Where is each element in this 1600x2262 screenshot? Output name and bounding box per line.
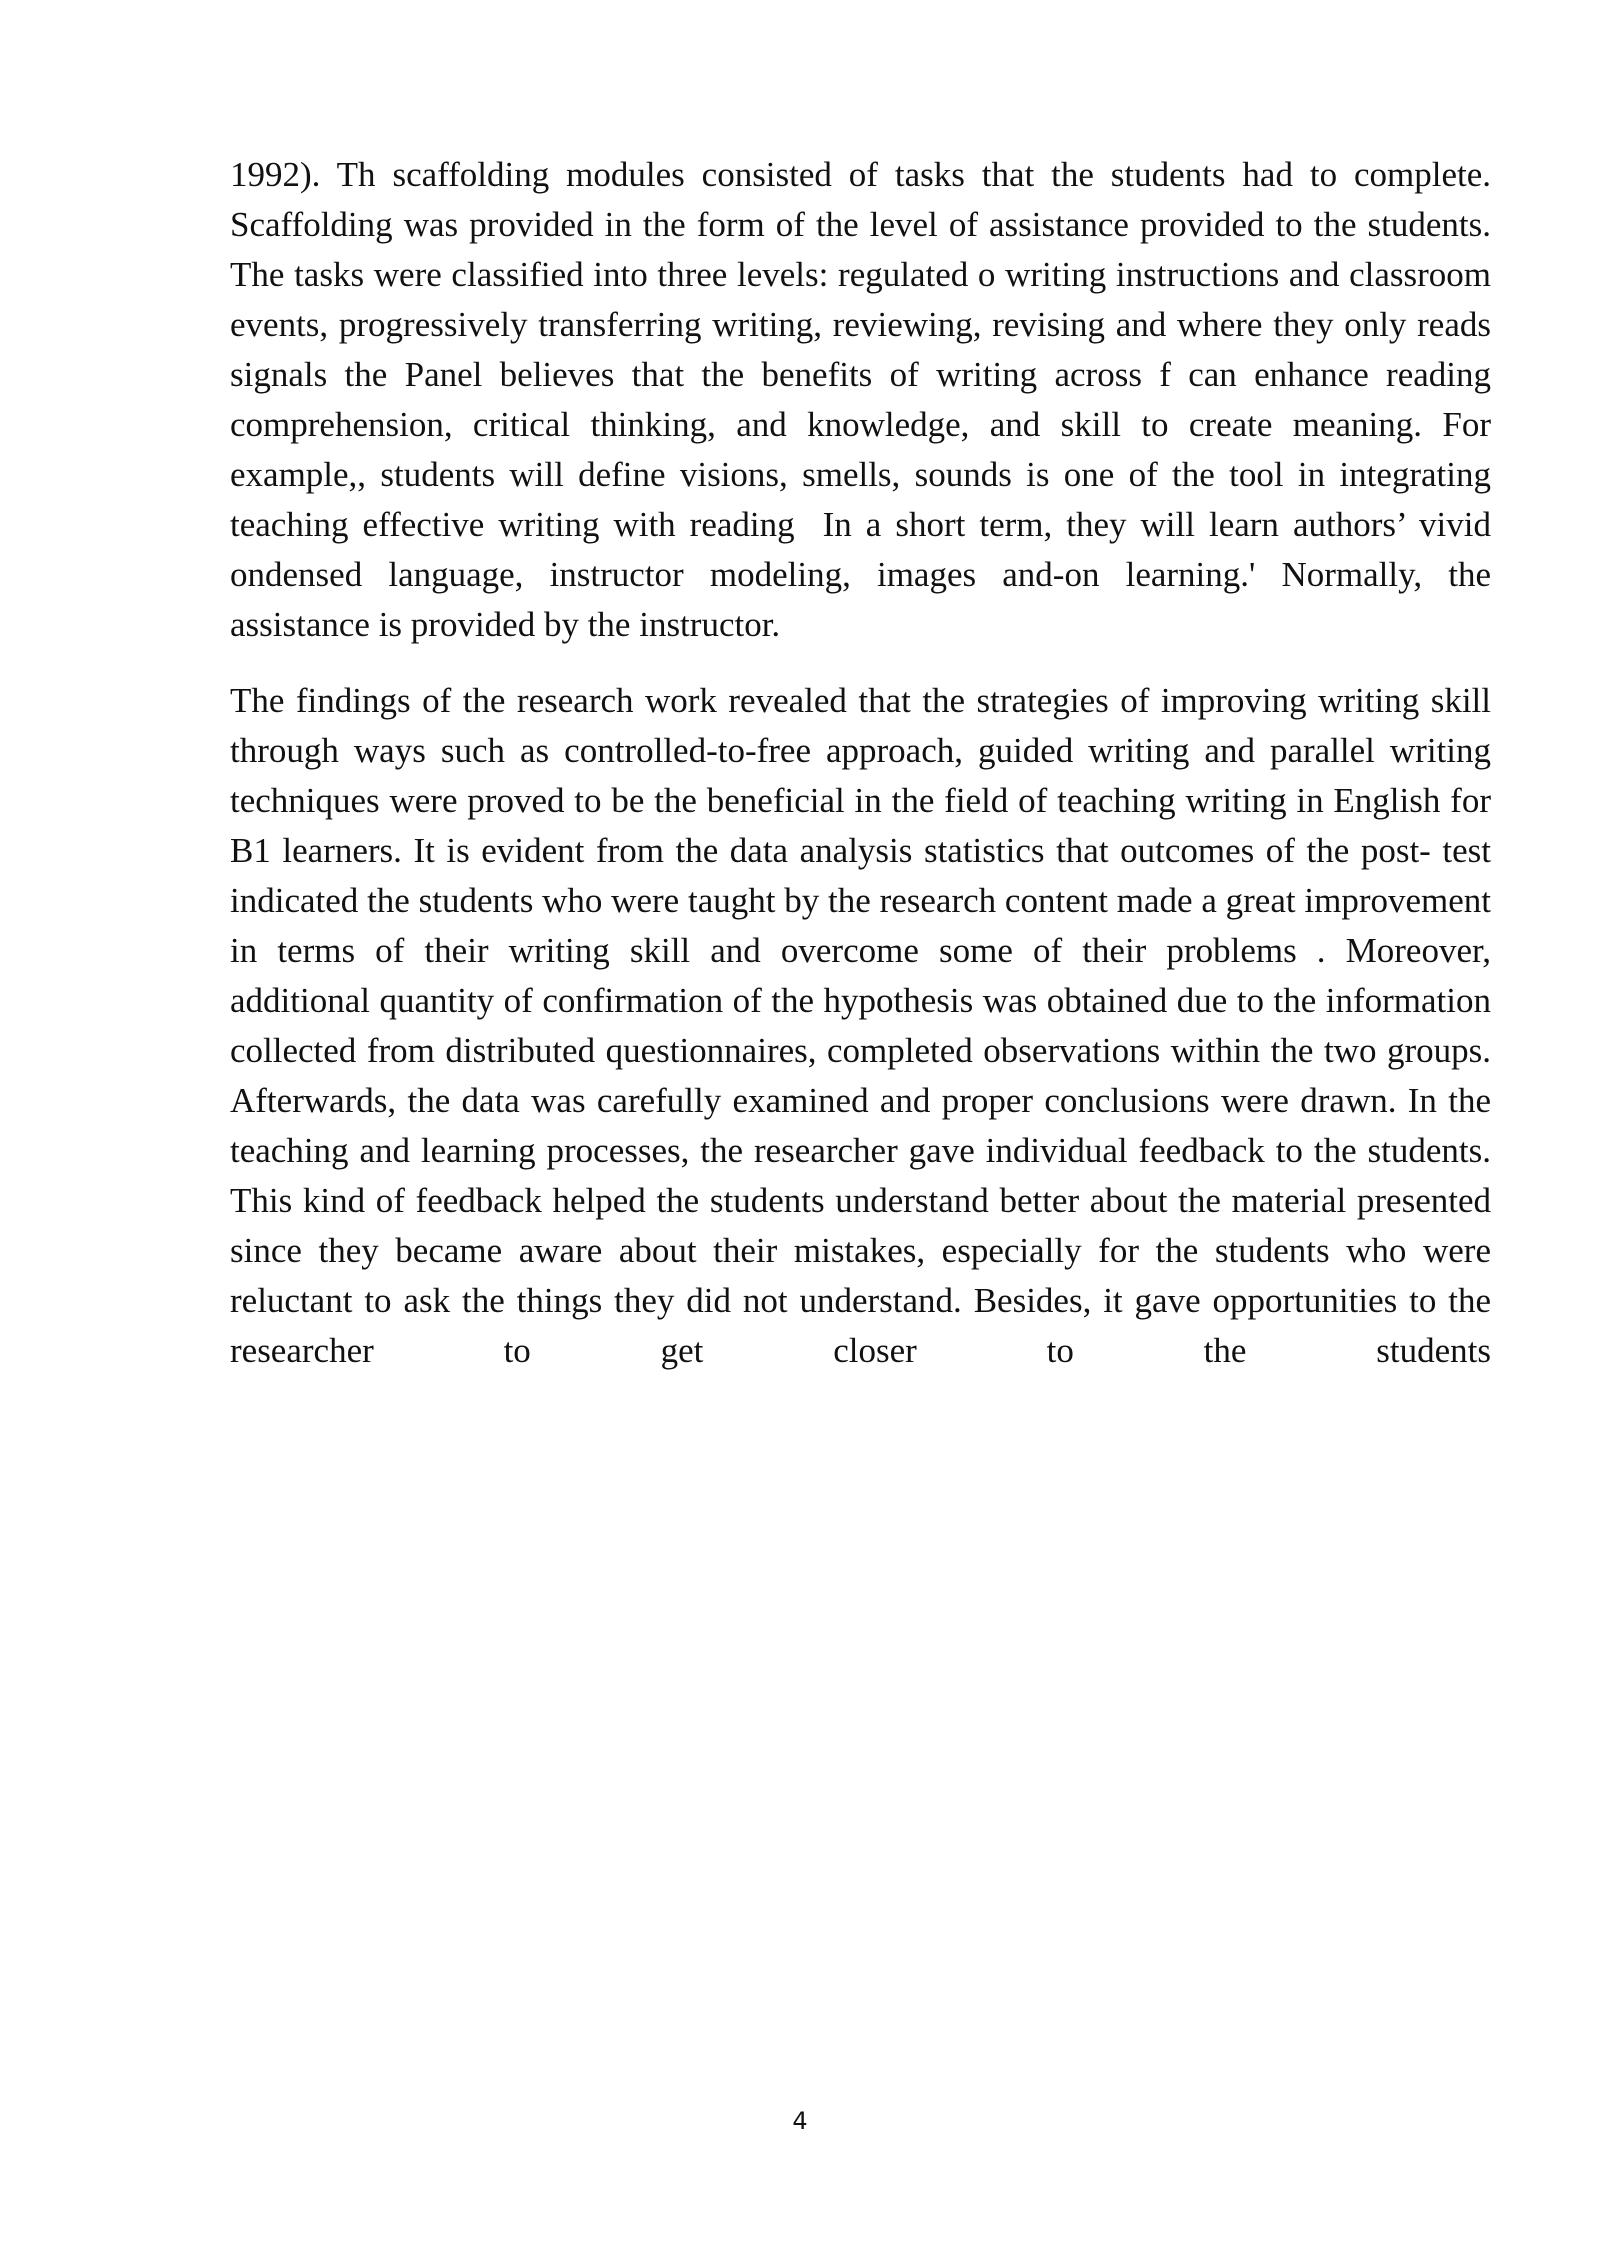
- page-number: 4: [792, 2107, 808, 2135]
- body-text: [230, 150, 1500, 1376]
- paragraph-findings: The findings of the research work revealed that the strategies of improving writing skill through ways such as controlled-to-free approach, guided writing and parallel writing techniques were proved to be the beneficial in the field of teaching writing in English for B1 learners. It is evident from the data analysis statistics that outcomes of the post- test indicated the students who were taught by the research content made a great improvement in terms of their writing skill and overcome some of their problems . Moreover, additional quantity of confirmation of the hypothesis was obtained due to the information collected from distributed questionnaires, completed observations within the two groups. Afterwards, the data was carefully examined and proper conclusions were drawn. In the teaching and learning processes, the researcher gave individual feedback to the students. This kind of feedback helped the students understand better about the material presented since they became aware about their mistakes, especially for the students who were reluctant to ask the things they did not understand. Besides, it gave opportunities to the researcher to get closer to the students: [230, 681, 1500, 1370]
- paragraph-scaffolding: 1992). Th scaffolding modules consisted of tasks that the students had to complete. Scaffolding was provided in the form of the level of assistance provided to the students. The tasks were classified into three levels: regulated o writing instructions and classroom events, progressively transferring writing, reviewing, revising and where they only reads signals the Panel believes that the benefits of writing across f can enhance reading comprehension, critical thinking, and knowledge, and skill to create meaning. For example,, students will define visions, smells, sounds is one of the tool in integrating teaching effective writing with reading In a short term, they will learn authors’ vivid ondensed language, instructor modeling, images and-on learning.' Normally, the assistance is provided by the instructor.: [230, 155, 1500, 644]
